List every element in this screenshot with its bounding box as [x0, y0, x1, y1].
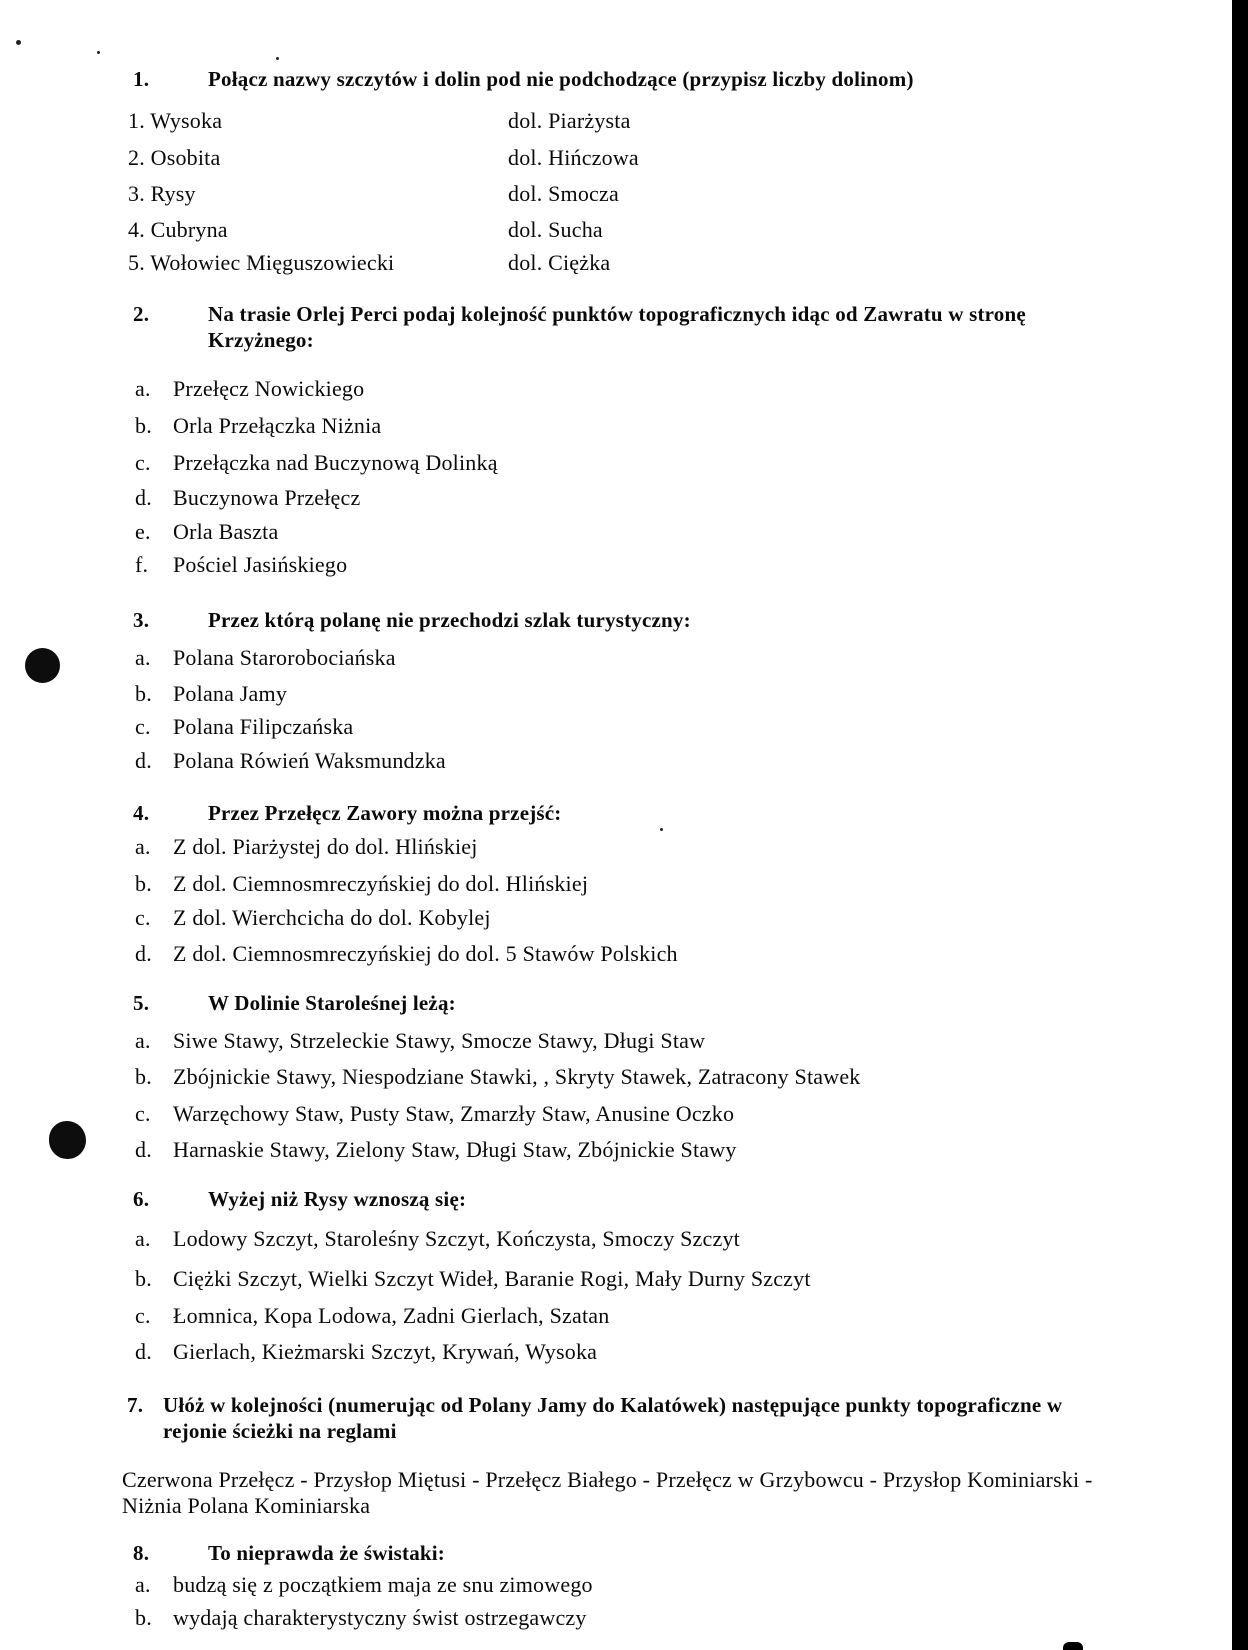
question-title: W Dolinie Staroleśnej leżą: — [208, 991, 456, 1015]
scan-speck — [16, 40, 21, 45]
option-text: Z dol. Piarżystej do dol. Hlińskiej — [173, 834, 478, 859]
question-title: Na trasie Orlej Perci podaj kolejność punktów topograficznych idąc od Zawratu w stronę — [208, 302, 1026, 326]
answer-option — [135, 1101, 734, 1127]
answer-option — [135, 905, 491, 931]
answer-option — [135, 1226, 740, 1252]
option-letter: d. — [135, 485, 152, 510]
option-letter: b. — [135, 1064, 152, 1089]
option-letter: d. — [135, 1339, 152, 1364]
match-item-peak: 2. Osobita — [128, 145, 221, 170]
option-text: Siwe Stawy, Strzeleckie Stawy, Smocze Stawy, Długi Staw — [173, 1028, 706, 1053]
match-item-valley: dol. Hińczowa — [508, 145, 639, 170]
answer-option — [135, 485, 360, 511]
sequence-text: Niżnia Polana Kominiarska — [122, 1493, 371, 1518]
match-item-valley: dol. Piarżysta — [508, 108, 631, 133]
match-item-valley: dol. Sucha — [508, 217, 603, 242]
answer-option — [135, 941, 678, 967]
option-text: Orla Przełączka Niżnia — [173, 413, 382, 438]
option-text: Gierlach, Kieżmarski Szczyt, Krywań, Wysoka — [173, 1339, 598, 1364]
option-letter: d. — [135, 748, 152, 773]
question-number: 8. — [133, 1541, 150, 1565]
option-text: Ciężki Szczyt, Wielki Szczyt Wideł, Baranie Rogi, Mały Durny Szczyt — [173, 1266, 811, 1291]
option-letter: a. — [135, 1226, 151, 1251]
option-text: Harnaskie Stawy, Zielony Staw, Długi Staw, Zbójnickie Stawy — [173, 1137, 737, 1162]
page-number-cutoff — [1063, 1642, 1083, 1650]
option-text: Zbójnickie Stawy, Niespodziane Stawki, , Skryty Stawek, Zatracony Stawek — [173, 1064, 861, 1089]
option-text: Z dol. Ciemnosmreczyńskiej do dol. Hlińskiej — [173, 871, 589, 896]
punch-hole-mark — [49, 1121, 86, 1159]
answer-option — [135, 748, 446, 774]
question-title: Ułóż w kolejności (numerując od Polany Jamy do Kalatówek) następujące punkty topograficzne w — [163, 1393, 1063, 1417]
option-letter: a. — [135, 645, 151, 670]
option-letter: d. — [135, 941, 152, 966]
answer-option — [135, 645, 396, 671]
option-text: Polana Filipczańska — [173, 714, 354, 739]
question-number: 2. — [133, 302, 150, 326]
option-text: Łomnica, Kopa Lodowa, Zadni Gierlach, Szatan — [173, 1303, 610, 1328]
question-number: 7. — [127, 1393, 144, 1417]
option-text: wydają charakterystyczny świst ostrzegawczy — [173, 1605, 587, 1630]
question-number: 4. — [133, 801, 150, 825]
option-letter: e. — [135, 519, 151, 544]
question-title: Wyżej niż Rysy wznoszą się: — [208, 1187, 467, 1211]
option-letter: b. — [135, 871, 152, 896]
scanner-edge-bar — [1232, 0, 1248, 1650]
option-letter: b. — [135, 1605, 152, 1630]
option-letter: c. — [135, 905, 151, 930]
option-letter: a. — [135, 834, 151, 859]
question-title: rejonie ścieżki na reglami — [163, 1419, 397, 1443]
option-text: Lodowy Szczyt, Staroleśny Szczyt, Kończysta, Smoczy Szczyt — [173, 1226, 740, 1251]
answer-option — [135, 1266, 811, 1292]
option-text: Orla Baszta — [173, 519, 279, 544]
answer-option — [135, 450, 498, 476]
match-item-peak: 3. Rysy — [128, 181, 196, 206]
option-text: Przełączka nad Buczynową Dolinką — [173, 450, 498, 475]
option-text: budzą się z początkiem maja ze snu zimowego — [173, 1572, 593, 1597]
option-text: Pościel Jasińskiego — [173, 552, 348, 577]
match-item-valley: dol. Ciężka — [508, 250, 611, 275]
option-letter: a. — [135, 1572, 151, 1597]
question-title: Krzyżnego: — [208, 328, 314, 352]
scan-speck — [660, 828, 663, 831]
match-item-peak: 1. Wysoka — [128, 108, 223, 133]
answer-option — [135, 834, 478, 860]
question-title: Przez którą polanę nie przechodzi szlak turystyczny: — [208, 608, 691, 632]
answer-option — [135, 871, 588, 897]
answer-option — [135, 714, 353, 740]
option-letter: c. — [135, 1303, 151, 1328]
option-letter: f. — [135, 552, 149, 577]
answer-option — [135, 1339, 597, 1365]
answer-option — [135, 376, 364, 402]
option-text: Przełęcz Nowickiego — [173, 376, 365, 401]
match-item-valley: dol. Smocza — [508, 181, 619, 206]
answer-option — [135, 1064, 861, 1090]
scan-speck — [97, 51, 100, 54]
option-text: Warzęchowy Staw, Pusty Staw, Zmarzły Staw, Anusine Oczko — [173, 1101, 735, 1126]
option-letter: a. — [135, 1028, 151, 1053]
option-letter: d. — [135, 1137, 152, 1162]
option-text: Z dol. Wierchcicha do dol. Kobylej — [173, 905, 491, 930]
option-text: Polana Starorobociańska — [173, 645, 396, 670]
question-title: Przez Przełęcz Zawory można przejść: — [208, 801, 562, 825]
answer-option — [135, 552, 347, 578]
punch-hole-mark — [25, 648, 60, 683]
match-item-peak: 5. Wołowiec Mięguszowiecki — [128, 250, 395, 275]
question-title: To nieprawda że świstaki: — [208, 1541, 445, 1565]
answer-option — [135, 1028, 705, 1054]
scan-speck — [276, 57, 279, 60]
question-number: 6. — [133, 1187, 150, 1211]
option-text: Buczynowa Przełęcz — [173, 485, 361, 510]
answer-option — [135, 519, 278, 545]
option-text: Polana Jamy — [173, 681, 288, 706]
option-letter: c. — [135, 1101, 151, 1126]
option-letter: b. — [135, 681, 152, 706]
question-number: 5. — [133, 991, 150, 1015]
option-letter: a. — [135, 376, 151, 401]
option-text: Z dol. Ciemnosmreczyńskiej do dol. 5 Stawów Polskich — [173, 941, 678, 966]
match-item-peak: 4. Cubryna — [128, 217, 228, 242]
question-number: 3. — [133, 608, 150, 632]
answer-option — [135, 1303, 609, 1329]
option-letter: c. — [135, 450, 151, 475]
option-letter: b. — [135, 1266, 152, 1291]
option-letter: b. — [135, 413, 152, 438]
answer-option — [135, 1137, 737, 1163]
question-title: Połącz nazwy szczytów i dolin pod nie podchodzące (przypisz liczby dolinom) — [208, 67, 914, 91]
answer-option — [135, 681, 287, 707]
sequence-text: Czerwona Przełęcz - Przysłop Miętusi - Przełęcz Białego - Przełęcz w Grzybowcu - Przysłop Kominiarski - — [122, 1467, 1093, 1492]
answer-option — [135, 413, 381, 439]
option-text: Polana Rówień Waksmundzka — [173, 748, 446, 773]
answer-option — [135, 1572, 593, 1598]
answer-option — [135, 1605, 587, 1631]
option-letter: c. — [135, 714, 151, 739]
question-number: 1. — [133, 67, 150, 91]
